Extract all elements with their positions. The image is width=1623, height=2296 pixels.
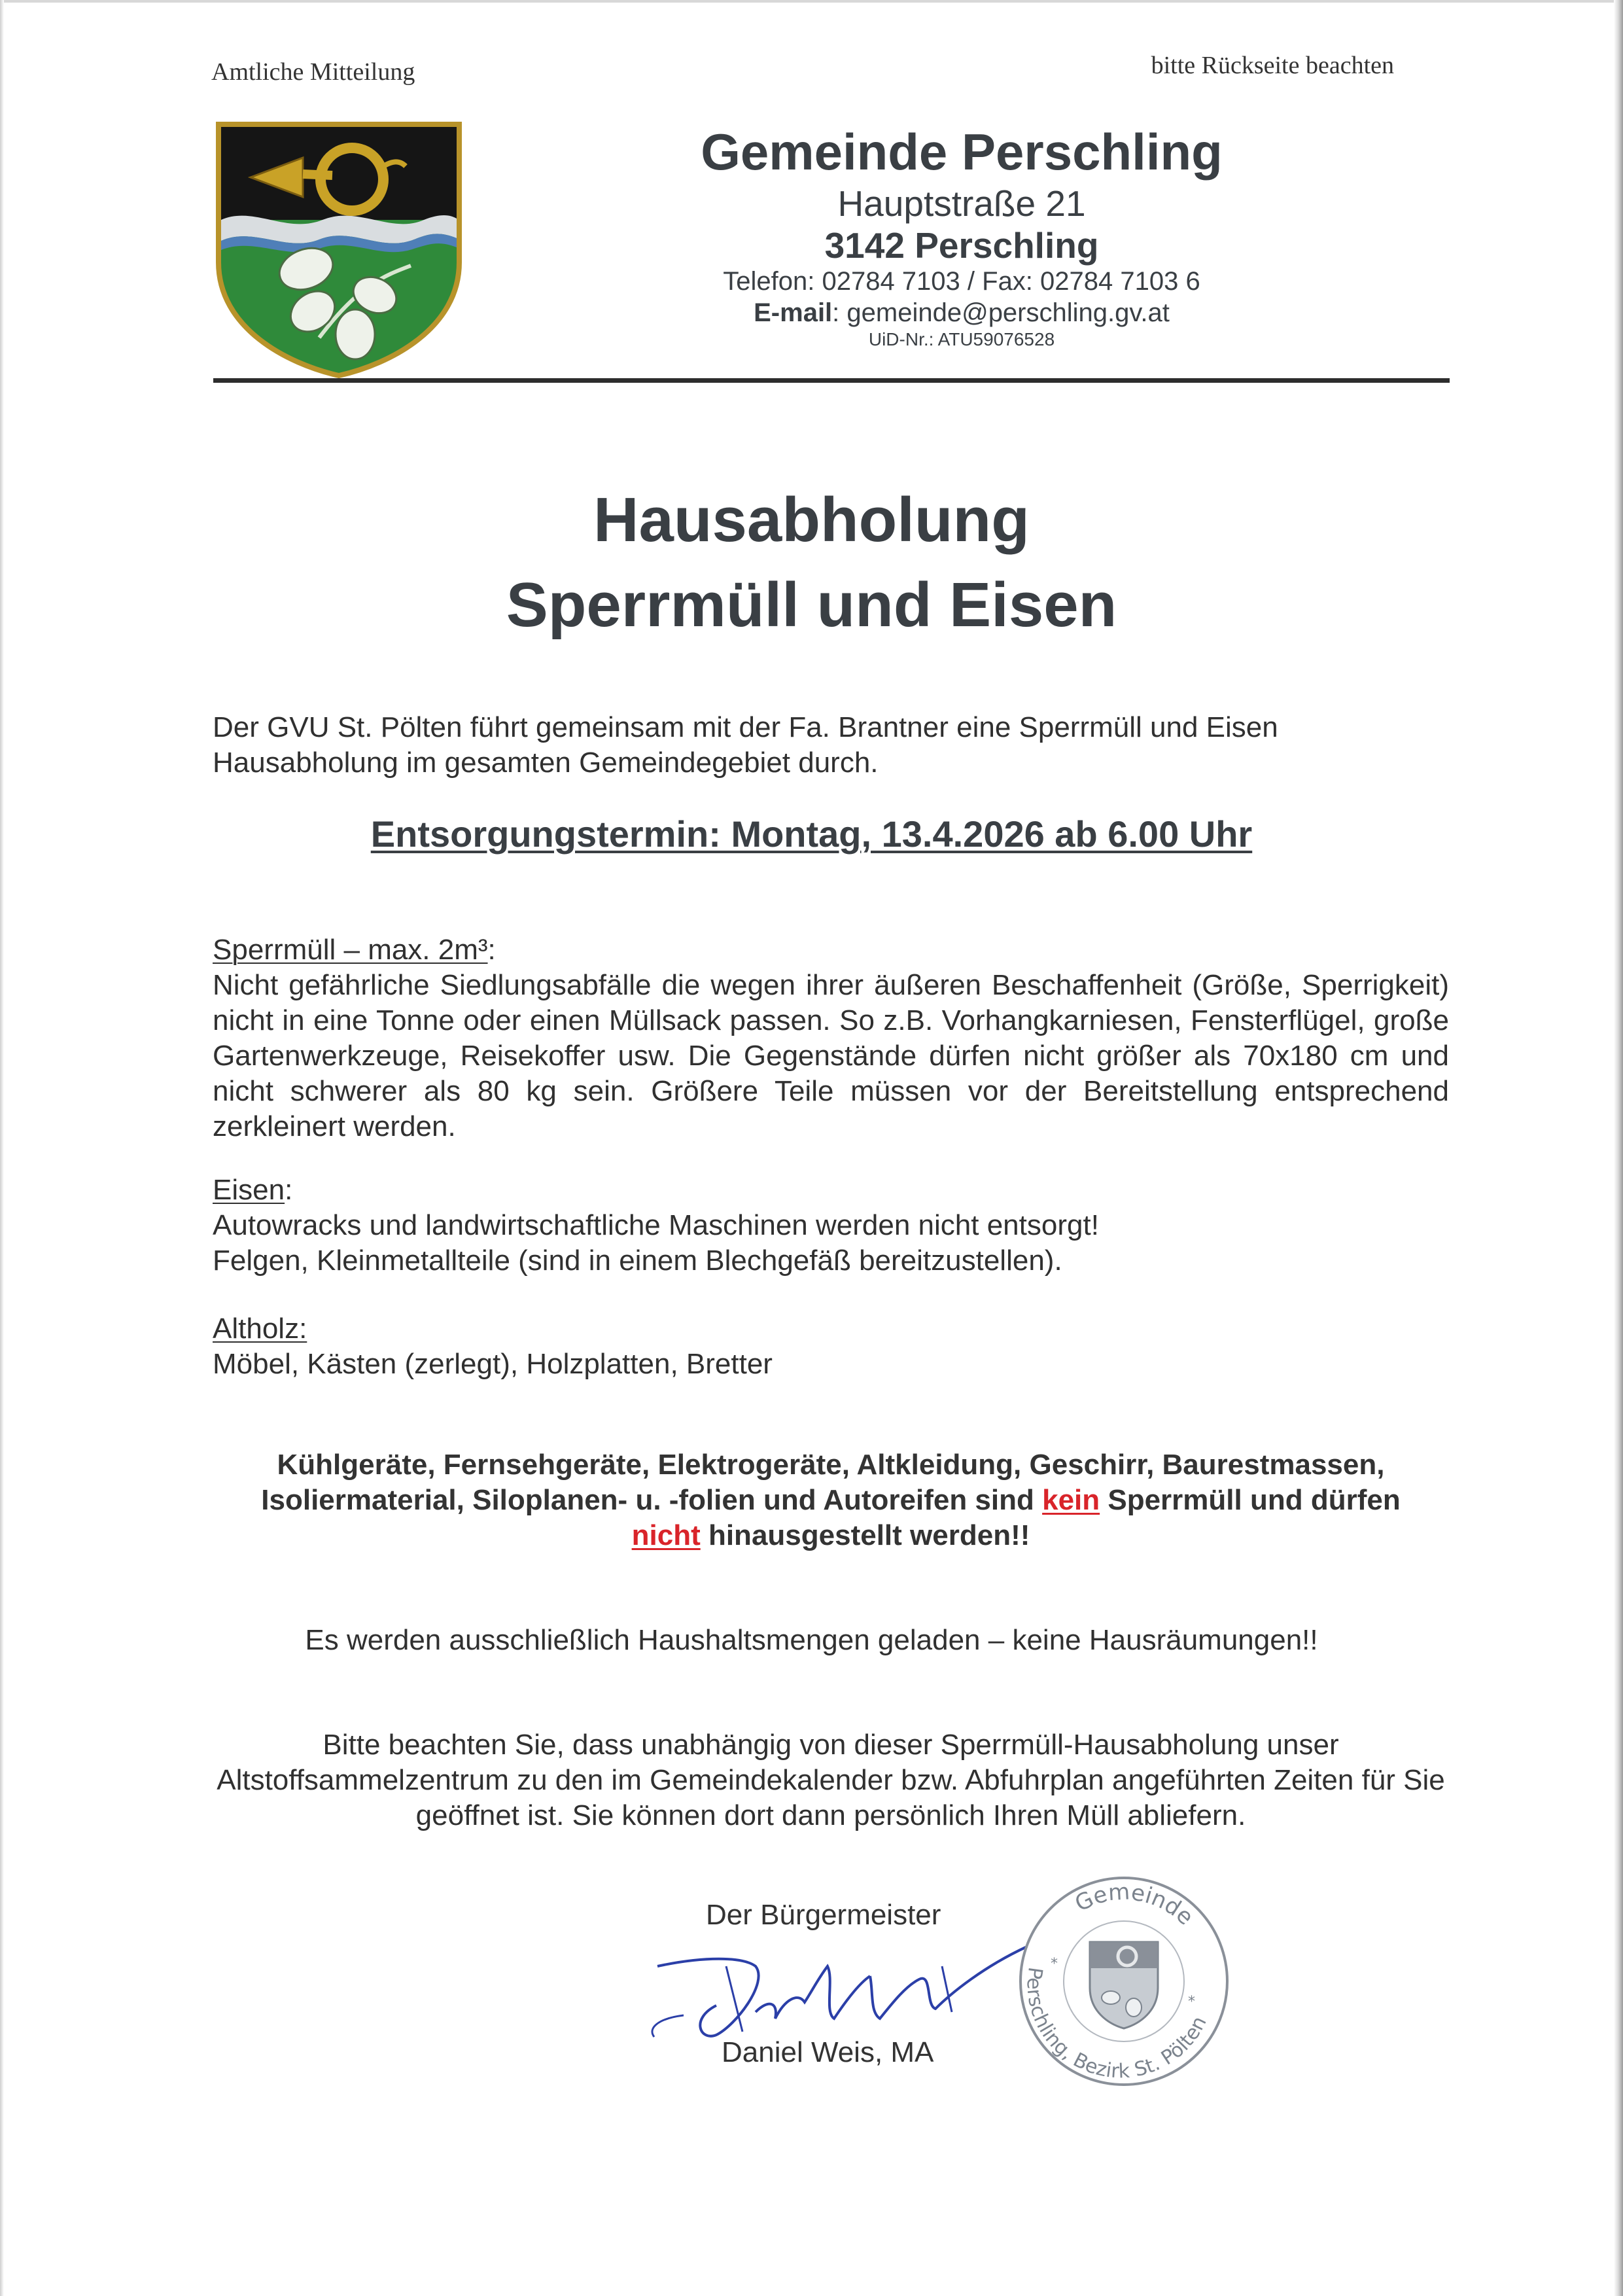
section-old-wood	[213, 1311, 1449, 1382]
section-line: Autowracks und landwirtschaftliche Maschinen werden nicht entsorgt!	[213, 1209, 1099, 1241]
warning-text: Kühlgeräte, Fernsehgeräte, Elektrogeräte, Altkleidung, Geschirr, Baurestmassen, Isoliermaterial, Siloplanen- u. -folien und Autoreifen sind	[261, 1449, 1385, 1516]
disposal-date: Entsorgungstermin: Montag, 13.4.2026 ab 6.00 Uhr	[370, 813, 1253, 855]
header-divider	[213, 378, 1450, 383]
section-heading: Eisen	[213, 1174, 285, 1206]
organization-name: Gemeinde Perschling	[701, 123, 1223, 181]
organization-header	[543, 122, 1380, 351]
email-label: E-mail	[754, 298, 833, 327]
intro-paragraph: Der GVU St. Pölten führt gemeinsam mit der Fa. Brantner eine Sperrmüll und Eisen Hausabholung im gesamten Gemeindegebiet durch.	[213, 711, 1278, 779]
section-line: Felgen, Kleinmetallteile (sind in einem Blechgefäß bereitzustellen).	[213, 1245, 1062, 1277]
official-notice-label: Amtliche Mitteilung	[211, 58, 415, 86]
email-address: : gemeinde@perschling.gv.at	[832, 298, 1170, 327]
svg-text:*: *	[1188, 1994, 1195, 2010]
coat-of-arms-icon	[215, 122, 463, 378]
section-heading: Altholz:	[213, 1313, 307, 1345]
scan-edge-top	[0, 0, 1623, 3]
organization-city: 3142 Perschling	[824, 225, 1099, 266]
warning-emphasis-nicht: nicht	[631, 1519, 701, 1551]
scan-edge-right	[1614, 0, 1623, 2296]
see-reverse-label: bitte Rückseite beachten	[1151, 52, 1394, 79]
excluded-items-warning	[196, 1447, 1465, 1553]
title-line-1: Hausabholung	[593, 485, 1030, 555]
section-iron	[213, 1173, 1449, 1279]
section-heading-suffix: :	[487, 934, 496, 966]
document-title	[0, 478, 1623, 648]
section-heading-suffix: :	[285, 1174, 293, 1206]
section-text: Nicht gefährliche Siedlungsabfälle die wegen ihrer äußeren Beschaffenheit (Größe, Sperrigkeit) nicht in eine Tonne oder einen Müllsack passen. So z.B. Vorhangkarniesen, Fensterflügel, große Gartenwerkzeuge, Reisekoffer usw. Die Gegenstände dürfen nicht größer als 70x180 cm und nicht schwerer als 80 kg sein. Größere Teile müssen vor der Bereitstellung entsprechend zerkleinert werden.	[213, 969, 1449, 1142]
organization-phone: Telefon: 02784 7103 / Fax: 02784 7103 6	[723, 267, 1200, 296]
municipal-stamp	[1013, 1870, 1235, 2093]
organization-uid: UiD-Nr.: ATU59076528	[868, 329, 1055, 349]
title-line-2: Sperrmüll und Eisen	[506, 570, 1117, 640]
organization-email	[543, 297, 1380, 328]
household-quantities-note: Es werden ausschließlich Haushaltsmengen geladen – keine Hausräumungen!!	[305, 1624, 1318, 1656]
mayor-name: Daniel Weis, MA	[722, 2036, 934, 2068]
warning-text: Sperrmüll und dürfen	[1100, 1484, 1401, 1516]
stamp-top-text: Gemeinde	[1070, 1879, 1199, 1931]
svg-text:*: *	[1051, 1956, 1058, 1972]
organization-street: Hauptstraße 21	[837, 183, 1086, 224]
mayor-title: Der Bürgermeister	[706, 1899, 941, 1931]
section-bulky-waste	[213, 932, 1449, 1144]
section-text: Möbel, Kästen (zerlegt), Holzplatten, Bretter	[213, 1348, 773, 1380]
warning-emphasis-kein: kein	[1042, 1484, 1100, 1516]
stamp-bottom-text: Perschling, Bezirk St. Pölten	[1022, 1966, 1212, 2083]
scan-edge-left	[0, 0, 4, 2296]
section-heading: Sperrmüll – max. 2m³	[213, 934, 488, 966]
collection-center-note: Bitte beachten Sie, dass unabhängig von dieser Sperrmüll-Hausabholung unser Altstoffsammelzentrum zu den im Gemeindekalender bzw. Abfuhrplan angeführten Zeiten für Sie geöffnet ist. Sie können dort dann persönlich Ihren Müll abliefern.	[217, 1729, 1445, 1831]
warning-text: hinausgestellt werden!!	[700, 1519, 1030, 1551]
